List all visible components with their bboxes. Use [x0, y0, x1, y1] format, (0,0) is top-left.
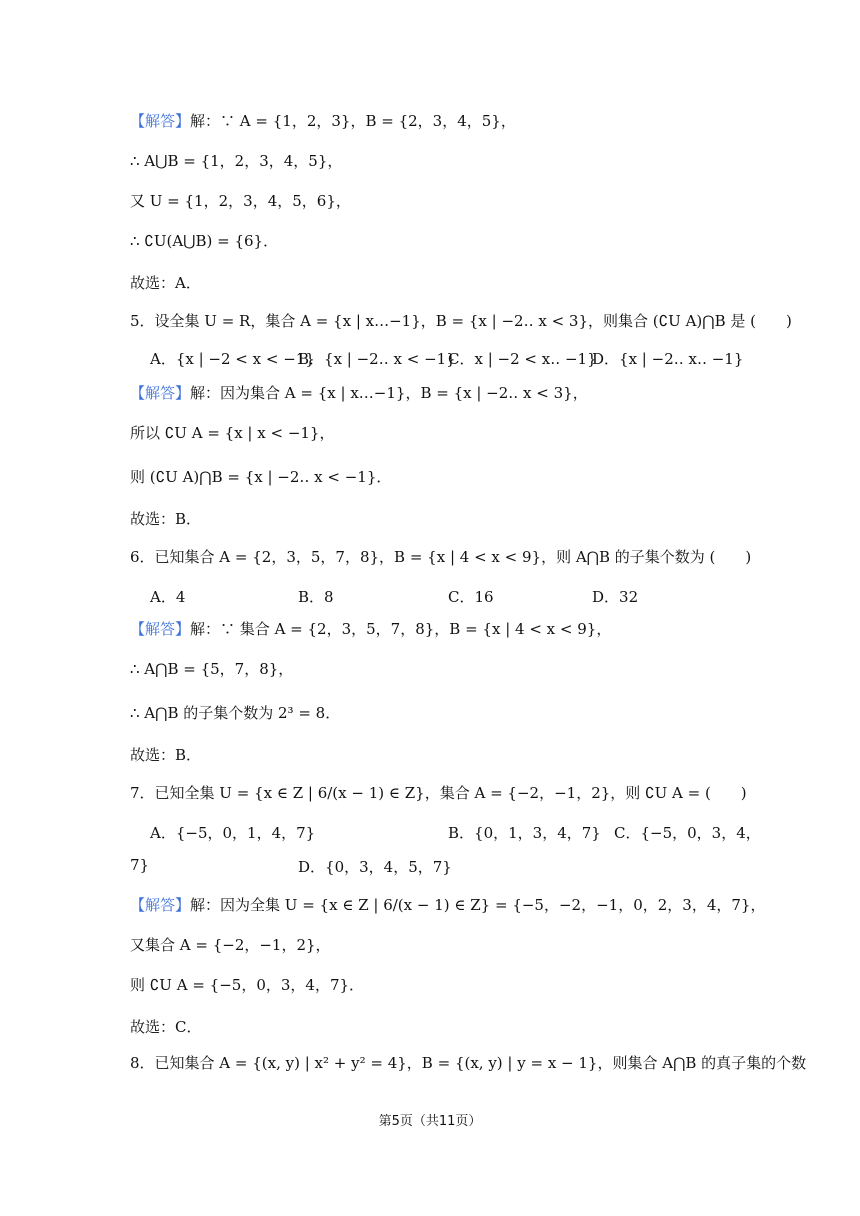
q5-option-c: C．x | −2 < x‥ −1} [448, 350, 597, 368]
question-8: 8．已知集合 A = {(x, y) | x² + y² = 4}，B = {(x, y) | y = x − 1}，则集合 A⋂B 的真子集的个数 [130, 1054, 807, 1072]
answer-line-4-4: ∴ ∁U(A⋃B) = {6}． [130, 232, 279, 250]
q6-option-d: D．32 [592, 588, 639, 606]
answer-line-5-3: 则 (∁U A)⋂B = {x | −2‥ x < −1}． [130, 468, 392, 486]
q7-option-c-continued: 7} [130, 856, 150, 874]
answer-line-4-2: ∴ A⋃B = {1，2，3，4，5}， [130, 152, 343, 170]
question-5: 5．设全集 U = R，集合 A = {x | x…−1}，B = {x | −2‥ x < 3}，则集合 (∁U A)⋂B 是 ( ) [130, 312, 792, 330]
answer-prefix: 解： [190, 620, 221, 638]
question-7: 7．已知全集 U = {x ∈ Z | 6/(x − 1) ∈ Z}，集合 A = {−2，−1，2}，则 ∁U A = ( ) [130, 784, 747, 802]
q5-option-a: A．{x | −2 < x < −1} [150, 350, 315, 368]
answer-line-4-3: 又 U = {1，2，3，4，5，6}， [130, 192, 351, 210]
page-footer: 第5页（共11页） [378, 1114, 482, 1129]
answer-line-6-1 [130, 618, 611, 639]
q5-option-d: D．{x | −2‥ x‥ −1} [592, 350, 744, 368]
answer-line-7-1 [130, 894, 765, 915]
answer-prefix: 解： [190, 384, 221, 402]
question-6: 6．已知集合 A = {2，3，5，7，8}，B = {x | 4 < x < 9}，则 A⋂B 的子集个数为 ( ) [130, 548, 752, 566]
q6-option-b: B．8 [298, 588, 334, 606]
answer-tag: 【解答】 [130, 620, 191, 638]
answer-choice-6: 故选：B． [130, 746, 202, 764]
answer-text: 因为集合 A = {x | x…−1}，B = {x | −2‥ x < 3}， [220, 384, 588, 402]
q7-option-d: D．{0，3，4，5，7} [298, 858, 452, 876]
answer-tag: 【解答】 [130, 384, 191, 402]
answer-line-4-1 [130, 110, 516, 131]
answer-choice-4: 故选：A． [130, 274, 201, 292]
answer-line-7-2: 又集合 A = {−2，−1，2}， [130, 936, 331, 954]
answer-prefix: 解： [190, 112, 221, 130]
answer-line-5-2: 所以 ∁U A = {x | x < −1}， [130, 424, 335, 442]
answer-prefix: 解： [190, 896, 221, 914]
answer-choice-7: 故选：C． [130, 1018, 202, 1036]
q6-option-a: A．4 [150, 588, 186, 606]
answer-tag: 【解答】 [130, 112, 191, 130]
q7-option-b: B．{0，1，3，4，7} [448, 824, 601, 842]
answer-tag: 【解答】 [130, 896, 191, 914]
answer-line-5-1 [130, 382, 588, 403]
q6-option-c: C．16 [448, 588, 494, 606]
q7-option-c: C．{−5，0，3，4， [614, 824, 761, 842]
q7-option-a: A．{−5，0，1，4，7} [150, 824, 316, 842]
answer-text: ∵ A = {1，2，3}，B = {2，3，4，5}， [220, 112, 516, 130]
answer-line-6-3: ∴ A⋂B 的子集个数为 2³ = 8． [130, 704, 341, 722]
answer-text: ∵ 集合 A = {2，3，5，7，8}，B = {x | 4 < x < 9}， [220, 620, 612, 638]
answer-choice-5: 故选：B． [130, 510, 202, 528]
answer-text: 因为全集 U = {x ∈ Z | 6/(x − 1) ∈ Z} = {−5，−2，−1，0，2，3，4，7}， [220, 896, 766, 914]
q5-option-b: B．{x | −2‥ x < −1} [298, 350, 456, 368]
answer-line-7-3: 则 ∁U A = {−5，0，3，4，7}． [130, 976, 365, 994]
answer-line-6-2: ∴ A⋂B = {5，7，8}， [130, 660, 294, 678]
